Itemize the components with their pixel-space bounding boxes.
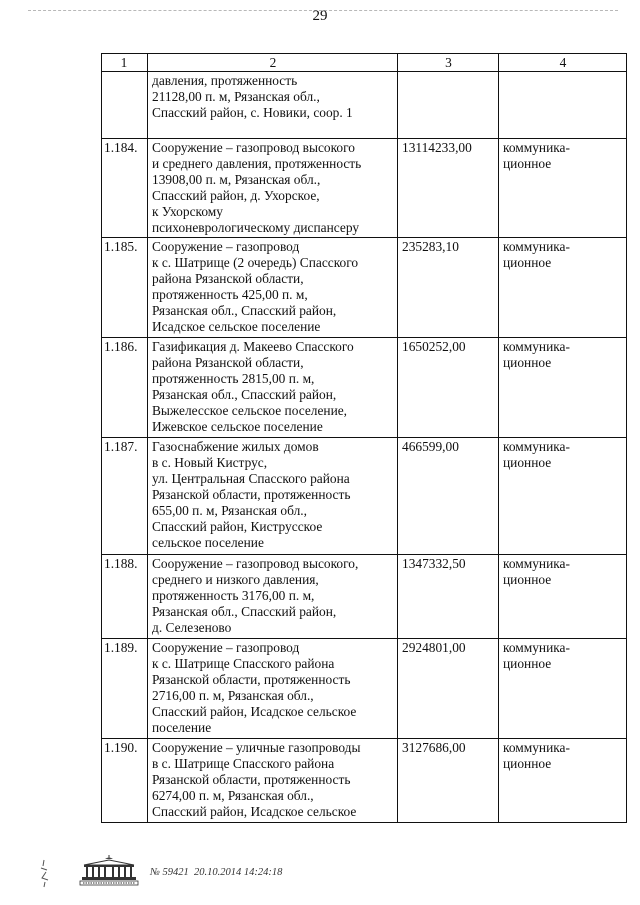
row-number-cell: 1.187. bbox=[102, 438, 148, 555]
document-datetime: 20.10.2014 14:24:18 bbox=[194, 867, 283, 878]
value-cell: 13114233,00 bbox=[398, 139, 499, 238]
description-line: Спасский район, д. Ухорское, bbox=[152, 188, 320, 203]
description-line: сельское поселение bbox=[152, 535, 264, 550]
type-line: коммуника- bbox=[503, 439, 570, 454]
type-line: коммуника- bbox=[503, 556, 570, 571]
type-line: коммуника- bbox=[503, 740, 570, 755]
description-line: 13908,00 п. м, Рязанская обл., bbox=[152, 172, 321, 187]
description-line: протяженность 425,00 п. м, bbox=[152, 287, 308, 302]
description-line: среднего и низкого давления, bbox=[152, 572, 319, 587]
property-table bbox=[101, 53, 627, 823]
description-line: 21128,00 п. м, Рязанская обл., bbox=[152, 89, 320, 104]
type-line: ционное bbox=[503, 656, 552, 671]
description-line: Спасский район, Исадское сельское bbox=[152, 704, 357, 719]
header-cell-4: 4 bbox=[499, 54, 627, 72]
table-row bbox=[102, 139, 627, 238]
table-row bbox=[102, 739, 627, 823]
description-line: Рязанская обл., Спасский район, bbox=[152, 303, 337, 318]
row-number-cell bbox=[102, 72, 148, 139]
type-cell bbox=[499, 739, 627, 823]
description-line: Рязанская обл., Спасский район, bbox=[152, 604, 337, 619]
description-line: протяженность 2815,00 п. м, bbox=[152, 371, 315, 386]
description-line: в с. Новый Киструс, bbox=[152, 455, 268, 470]
description-line: давления, протяженность bbox=[152, 73, 298, 88]
description-line: Сооружение – уличные газопроводы bbox=[152, 740, 361, 755]
type-line: ционное bbox=[503, 756, 552, 771]
value-cell: 235283,10 bbox=[398, 238, 499, 338]
document-registration-stamp bbox=[150, 867, 282, 878]
description-cell bbox=[148, 338, 398, 438]
value-cell bbox=[398, 72, 499, 139]
description-line: Спасский район, Киструсское bbox=[152, 519, 323, 534]
type-line: коммуника- bbox=[503, 239, 570, 254]
description-line: поселение bbox=[152, 720, 212, 735]
table-row bbox=[102, 338, 627, 438]
description-line: Сооружение – газопровод bbox=[152, 239, 300, 254]
description-line: Газоснабжение жилых домов bbox=[152, 439, 319, 454]
type-line: коммуника- bbox=[503, 339, 570, 354]
government-building-logo bbox=[74, 853, 144, 887]
type-line: ционное bbox=[503, 255, 552, 270]
table-row bbox=[102, 72, 627, 139]
type-cell bbox=[499, 72, 627, 139]
type-line: коммуника- bbox=[503, 640, 570, 655]
description-line: в с. Шатрище Спасского района bbox=[152, 756, 335, 771]
description-line: Газификация д. Макеево Спасского bbox=[152, 339, 354, 354]
description-line: Рязанской области, протяженность bbox=[152, 487, 351, 502]
description-line: Спасский район, Исадское сельское bbox=[152, 804, 357, 819]
description-line: и среднего давления, протяженность bbox=[152, 156, 362, 171]
description-line: Спасский район, с. Новики, соор. 1 bbox=[152, 105, 353, 120]
description-cell bbox=[148, 639, 398, 739]
type-line: коммуника- bbox=[503, 140, 570, 155]
description-line: психоневрологическому диспансеру bbox=[152, 220, 360, 235]
description-line: д. Селезеново bbox=[152, 620, 232, 635]
description-line: к Ухорскому bbox=[152, 204, 223, 219]
description-cell bbox=[148, 139, 398, 238]
type-cell bbox=[499, 238, 627, 338]
description-line: к с. Шатрище Спасского района bbox=[152, 656, 335, 671]
value-cell: 3127686,00 bbox=[398, 739, 499, 823]
description-cell bbox=[148, 739, 398, 823]
type-line: ционное bbox=[503, 156, 552, 171]
description-line: района Рязанской области, bbox=[152, 355, 304, 370]
description-line: Исадское сельское поселение bbox=[152, 319, 321, 334]
row-number-cell: 1.186. bbox=[102, 338, 148, 438]
description-line: протяженность 3176,00 п. м, bbox=[152, 588, 315, 603]
value-cell: 1650252,00 bbox=[398, 338, 499, 438]
description-cell bbox=[148, 238, 398, 338]
description-line: Ижевское сельское поселение bbox=[152, 419, 323, 434]
description-cell bbox=[148, 438, 398, 555]
document-number: № 59421 bbox=[150, 867, 189, 878]
description-line: 6274,00 п. м, Рязанская обл., bbox=[152, 788, 314, 803]
description-line: 655,00 п. м, Рязанская обл., bbox=[152, 503, 307, 518]
table-row bbox=[102, 438, 627, 555]
description-line: Сооружение – газопровод высокого, bbox=[152, 556, 359, 571]
type-cell bbox=[499, 555, 627, 639]
description-line: Рязанской области, протяженность bbox=[152, 772, 351, 787]
description-line: Сооружение – газопровод высокого bbox=[152, 140, 355, 155]
type-line: ционное bbox=[503, 355, 552, 370]
row-number-cell: 1.185. bbox=[102, 238, 148, 338]
description-line: Сооружение – газопровод bbox=[152, 640, 300, 655]
row-number-cell: 1.184. bbox=[102, 139, 148, 238]
header-cell-3: 3 bbox=[398, 54, 499, 72]
table-row bbox=[102, 639, 627, 739]
row-number-cell: 1.188. bbox=[102, 555, 148, 639]
type-cell bbox=[499, 139, 627, 238]
header-cell-2: 2 bbox=[148, 54, 398, 72]
page-number: 29 bbox=[312, 8, 328, 24]
description-line: ул. Центральная Спасского района bbox=[152, 471, 350, 486]
type-cell bbox=[499, 338, 627, 438]
type-line: ционное bbox=[503, 455, 552, 470]
type-line: ционное bbox=[503, 572, 552, 587]
table-header-row bbox=[102, 54, 627, 72]
handwritten-mark bbox=[38, 858, 56, 888]
description-line: 2716,00 п. м, Рязанская обл., bbox=[152, 688, 314, 703]
value-cell: 466599,00 bbox=[398, 438, 499, 555]
description-line: Выжелесское сельское поселение, bbox=[152, 403, 348, 418]
description-cell bbox=[148, 555, 398, 639]
description-line: района Рязанской области, bbox=[152, 271, 304, 286]
row-number-cell: 1.189. bbox=[102, 639, 148, 739]
value-cell: 2924801,00 bbox=[398, 639, 499, 739]
description-line: к с. Шатрище (2 очередь) Спасского bbox=[152, 255, 359, 270]
row-number-cell: 1.190. bbox=[102, 739, 148, 823]
header-cell-1: 1 bbox=[102, 54, 148, 72]
type-cell bbox=[499, 438, 627, 555]
table-row bbox=[102, 555, 627, 639]
value-cell: 1347332,50 bbox=[398, 555, 499, 639]
description-line: Рязанская обл., Спасский район, bbox=[152, 387, 337, 402]
type-cell bbox=[499, 639, 627, 739]
description-cell bbox=[148, 72, 398, 139]
table-row bbox=[102, 238, 627, 338]
description-line: Рязанской области, протяженность bbox=[152, 672, 351, 687]
